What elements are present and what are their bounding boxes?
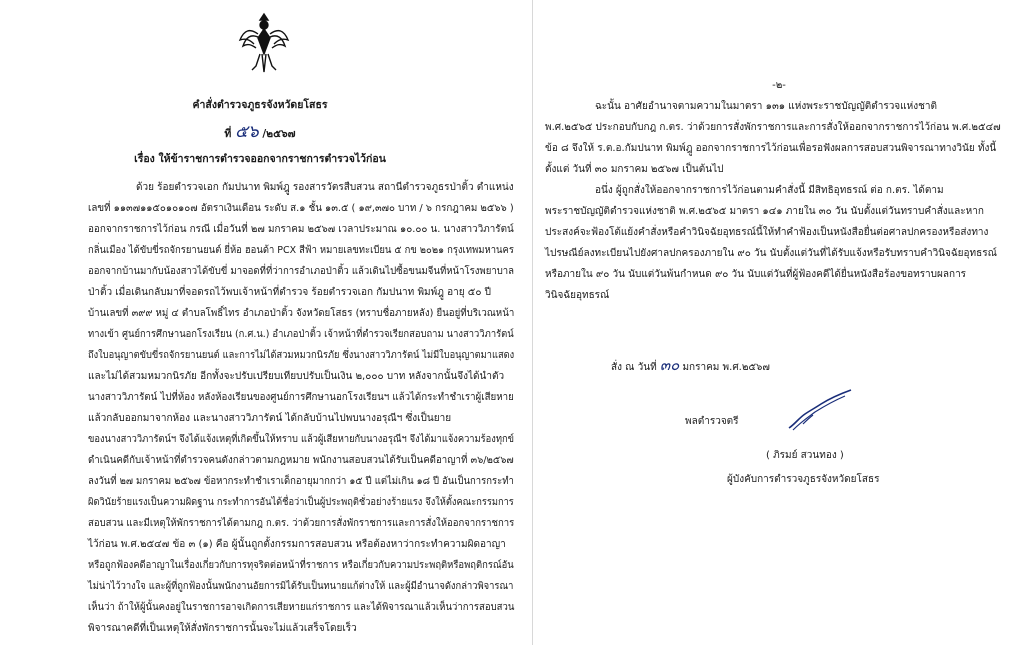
body-line: ของนางสาววิภารัตน์ฯ จึงได้แจ้งเหตุที่เกิดขึ้นให้ทราบ แล้วผู้เสียหายกับนางอรุณีฯ จึงได้มาแจ้งความร้องทุกข์ — [88, 434, 514, 445]
handwritten-order-number: ๕๖ — [234, 122, 259, 142]
date-prefix: สั่ง ณ วันที่ — [611, 362, 657, 373]
order-page-2 — [532, 0, 1024, 645]
body-line: ออกจากบ้านมากับน้องสาวได้ขับขี่ มาจอดที่ที่ว่าการอำเภอป่าติ้ว แล้วเดินไปซื้อขนมจีนที่หน้าโรงพยาบาล — [88, 266, 515, 277]
garuda-emblem-icon — [238, 10, 290, 74]
body-line: นางสาววิภารัตน์ ไปที่ห้อง หลังห้องเรียนของศูนย์การศึกษานอกโรงเรียนฯ แล้วได้กระทำชำเราผู้เสียหาย — [88, 392, 514, 403]
page-number: -๒- — [772, 80, 786, 91]
body-line: พิจารณาคดีที่เป็นเหตุให้สั่งพักราชการนั้นจะไม่แล้วเสร็จโดยเร็ว — [88, 623, 357, 634]
body-line: กลิ่นเมือง ได้ขับขี่รถจักรยานยนต์ ยี่ห้อ ฮอนด้า PCX สีฟ้า หมายเลขทะเบียน ๕ กข ๒๐๒๑ กรุงเทพมหานคร — [88, 245, 514, 256]
order-date — [611, 353, 770, 377]
order-prefix: ที่ — [224, 128, 232, 140]
body-line: แล้วกลับออกมาจากห้อง และนางสาววิภารัตน์ ได้กลับบ้านไปพบนางอรุณีฯ ซึ่งเป็นยาย — [88, 413, 452, 424]
order-subject: เรื่อง ให้ข้าราชการตำรวจออกจากราชการตำรวจไว้ก่อน — [134, 153, 386, 165]
handwritten-date-day: ๓๐ — [659, 356, 680, 374]
body-line: ตั้งแต่ วันที่ ๓๐ มกราคม ๒๕๖๗ เป็นต้นไป — [545, 164, 724, 175]
body-line: ด้วย ร้อยตำรวจเอก กัมปนาท พิมพ์ฎู รองสารวัตรสืบสวน สถานีตำรวจภูธรป่าติ้ว ตำแหน่ง — [136, 182, 514, 193]
body-line: สอบสวน และมีเหตุให้พักราชการได้ตามกฎ ก.ตร. ว่าด้วยการสั่งพักราชการและการสั่งให้ออกจากราชการ — [88, 518, 515, 529]
body-line: ป่าติ้ว เมื่อเดินกลับมาที่จอดรถไว้พบเจ้าหน้าที่ตำรวจ ร้อยตำรวจเอก กัมปนาท พิมพ์ฎู อายุ ๕๐ ปี — [88, 287, 491, 298]
body-line: ถึงใบอนุญาตขับขี่รถจักรยานยนต์ และการไม่ได้สวมหมวกนิรภัย ซึ่งนางสาววิภารัตน์ ไม่มีใบอนุญาตมาแสดง — [88, 350, 515, 361]
body-line: วินิจฉัยอุทธรณ์ — [545, 290, 610, 301]
body-line: ไม่น่าไว้วางใจ และผู้ที่ถูกฟ้องนั้นพนักงานอัยการมิได้รับเป็นทนายแก้ต่างให้ และผู้มีอำนาจดังกล่าวพิจารณา — [88, 581, 514, 592]
body-line: หรือภายใน ๙๐ วัน นับแต่วันพ้นกำหนด ๙๐ วัน นับแต่วันที่ผู้ฟ้องคดีได้ยื่นหนังสือร้องขอทราบผลการ — [545, 269, 967, 280]
body-line: หรือถูกฟ้องคดีอาญาในเรื่องเกี่ยวกับการทุจริตต่อหน้าที่ราชการ หรือเกี่ยวกับความประพฤติหรือพฤติกรณ์อัน — [88, 560, 514, 571]
order-suffix: /๒๕๖๗ — [262, 128, 296, 140]
body-line: อนึ่ง ผู้ถูกสั่งให้ออกจากราชการไว้ก่อนตามคำสั่งนี้ มีสิทธิอุทธรณ์ ต่อ ก.ตร. ได้ตาม — [595, 185, 944, 196]
body-line: ทางเข้า ศูนย์การศึกษานอกโรงเรียน (ก.ศ.น.) อำเภอป่าติ้ว เจ้าหน้าที่ตำรวจเรียกสอบถาม นางสาววิภารัตน์ — [88, 329, 514, 340]
body-line: ดำเนินคดีกับเจ้าหน้าที่ตำรวจคนดังกล่าวตามกฎหมาย พนักงานสอบสวนได้รับเป็นคดีอาญาที่ ๓๖/๒๕๖๗ — [88, 455, 514, 466]
body-line: ฉะนั้น อาศัยอำนาจตามความในมาตรา ๑๓๑ แห่งพระราชบัญญัติตำรวจแห่งชาติ — [595, 101, 937, 112]
order-number — [0, 118, 520, 145]
issuer-heading: คำสั่งตำรวจภูธรจังหวัดยโสธร — [192, 99, 328, 111]
body-line: ผิดวินัยร้ายแรงเป็นความผิดฐาน กระทำการอันได้ชื่อว่าเป็นผู้ประพฤติชั่วอย่างร้ายแรง จึงให้ตั้งคณะกรรมการ — [88, 497, 514, 508]
body-line: ประสงค์จะฟ้องโต้แย้งคำสั่งหรือคำวินิจฉัยอุทธรณ์นี้ให้ทำคำฟ้องเป็นหนังสือยื่นต่อศาลปกครองหรือส่งทาง — [545, 227, 989, 238]
body-line: เลขที่ ๑๑๓๗๑๑๕๐๑๐๑๐๗ อัตราเงินเดือน ระดับ ส.๑ ชั้น ๑๓.๕ ( ๑๙,๓๗๐ บาท / ๖ กรกฎาคม ๒๕๖๖ ) — [88, 203, 514, 214]
body-line: และไม่ได้สวมหมวกนิรภัย อีกทั้งจะปรับเปรียบเทียบปรับเป็นเงิน ๒,๐๐๐ บาท หลังจากนั้นจึงได้นำตัว — [88, 371, 505, 382]
body-line: พระราชบัญญัติตำรวจแห่งชาติ พ.ศ.๒๕๖๕ มาตรา ๑๔๑ ภายใน ๓๐ วัน นับตั้งแต่วันทราบคำสั่งและหาก — [545, 206, 984, 217]
body-line: บ้านเลขที่ ๓๙๙ หมู่ ๔ ตำบลโพธิ์ไทร อำเภอป่าติ้ว จังหวัดยโสธร (ทราบชื่อภายหลัง) ยืนอยู่ที่บริเวณหน้า — [88, 308, 515, 319]
signer-rank: พลตำรวจตรี — [685, 416, 739, 427]
body-line: เห็นว่า ถ้าให้ผู้นั้นคงอยู่ในราชการอาจเกิดการเสียหายแก่ราชการ และได้พิจารณาแล้วเห็นว่าการสอบสวน — [88, 602, 515, 613]
body-line: ไว้ก่อน พ.ศ.๒๕๔๗ ข้อ ๓ (๑) คือ ผู้นั้นถูกตั้งกรรมการสอบสวน หรือต้องหาว่ากระทำความผิดอาญา — [88, 539, 506, 550]
body-line: ลงวันที่ ๒๗ มกราคม ๒๕๖๗ ข้อหากระทำชำเราเด็กอายุมากกว่า ๑๕ ปี แต่ไม่เกิน ๑๘ ปี อันเป็นการกระทำ — [88, 476, 514, 487]
signature-icon — [785, 388, 855, 434]
signer-name: ( ภิรมย์ สวนทอง ) — [766, 450, 844, 461]
date-suffix: มกราคม พ.ศ.๒๕๖๗ — [682, 362, 770, 373]
body-line: ข้อ ๘ จึงให้ ร.ต.อ.กัมปนาท พิมพ์ฎู ออกจากราชการไว้ก่อนเพื่อรอฟังผลการสอบสวนพิจารณาทางวินัย ทั้งนี้ — [545, 143, 997, 154]
body-line: ไปรษณีย์ลงทะเบียนไปยังศาลปกครองภายใน ๙๐ วัน นับตั้งแต่วันที่ได้รับแจ้งหรือรับทราบคำวินิจฉัยอุทธรณ์ — [545, 248, 997, 259]
body-line: พ.ศ.๒๕๖๕ ประกอบกับกฎ ก.ตร. ว่าด้วยการสั่งพักราชการและการสั่งให้ออกจากราชการไว้ก่อน พ.ศ.๒๕๔๗ — [545, 122, 1001, 133]
signer-position: ผู้บังคับการตำรวจภูธรจังหวัดยโสธร — [727, 474, 880, 485]
body-line: ออกจากราชการไว้ก่อน กรณี เมื่อวันที่ ๒๗ มกราคม ๒๕๖๗ เวลาประมาณ ๑๐.๐๐ น. นางสาววิภารัตน์ — [88, 224, 514, 235]
